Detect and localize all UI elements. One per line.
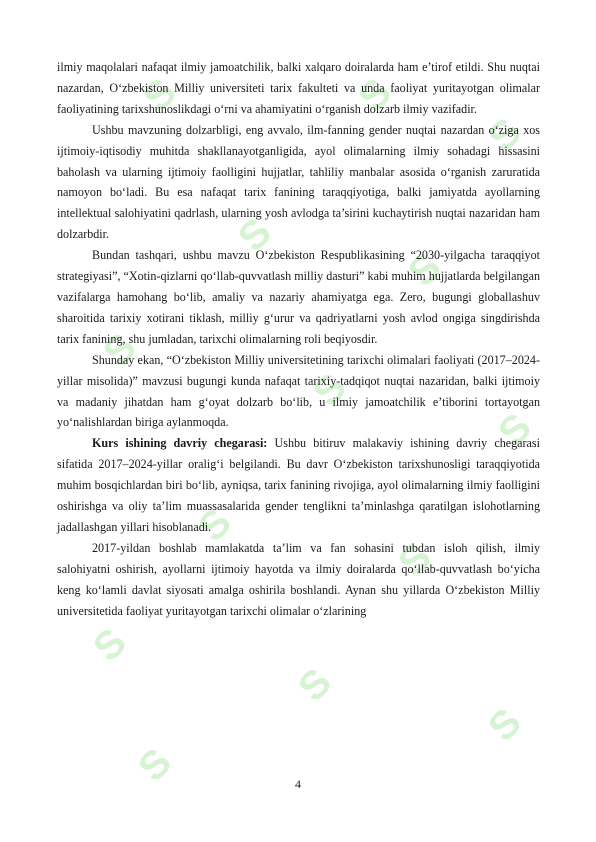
watermark-logo-icon: S (290, 660, 340, 710)
watermark-logo-icon: S (85, 620, 135, 670)
watermark-logo-icon: S (135, 70, 185, 120)
page-number: 4 (295, 777, 301, 791)
watermark-logo-icon: S (95, 325, 145, 375)
paragraph: Bundan tashqari, ushbu mavzu O‘zbekiston Respublikasining “2030-yilgacha taraqqiyot strategiyasi”, “Xotin-qizlarni qo‘llab-quvvatlash milliy dasturi” kabi muhim hujjatlarda belgilangan vazifalarga hamohang bo‘lib, amaliy va nazariy ahamiyatga ega. Zero, bugungi globallashuv sharoitida tarixiy xotirani tiklash, milliy g‘urur va qadriyatlarni yosh avlod ongiga singdirishda tarix fanining, shu jumladan, tarixchi olimalarning roli beqiyosdir. (57, 248, 540, 346)
watermark-logo-icon: S (230, 210, 280, 260)
paragraph: Ushbu mavzuning dolzarbligi, eng avvalo, ilm-fanning gender nuqtai nazardan o‘ziga xos ijtimoiy-iqtisodiy muhitda shakllanayotganligida, ayol olimalarning ilmiy sohadagi hissasini baholash va ularning ijtimoiy faolligini hujjatlar, tahliliy manbalar asosida o‘rganish zaruratida namoyon bo‘ladi. Bu esa nafaqat tarix fanining taraqqiyotiga, balki jamiyatda ayollarning intellektual salohiyatini qadrlash, ularning yosh avlodga ta’sirini kuchaytirish nuqtai nazaridan ham dolzarbdir. (57, 122, 540, 242)
watermark-logo-icon: S (390, 535, 440, 585)
watermark-logo-icon: S (480, 700, 530, 750)
watermark-logo-icon: S (190, 500, 240, 550)
watermark-logo-icon: S (350, 70, 400, 120)
paragraph: Shunday ekan, “O‘zbekiston Milliy universitetining tarixchi olimalari faoliyati (2017–2024-yillar misolida)” mavzusi bugungi kunda nafaqat tarixiy-tadqiqot nuqtai nazaridan, balki ijtimoiy va madaniy jihatdan ham g‘oyat dolzarb bo‘lib, u ilmiy jamoatchilik e’tiborini tortayotgan yo‘nalishlardan biriga aylanmoqda. (57, 352, 540, 430)
paragraph (57, 433, 540, 538)
section-label: Kurs ishining davriy chegarasi: (92, 436, 268, 451)
watermark-logo-icon: S (130, 740, 180, 790)
watermark-logo-icon: S (490, 405, 540, 455)
body-text (57, 57, 540, 621)
watermark-logo-icon: S (480, 110, 530, 160)
paragraph: ilmiy maqolalari nafaqat ilmiy jamoatchilik, balki xalqaro doiralarda ham e’tirof etildi. Shu nuqtai nazardan, O‘zbekiston Milliy universiteti tarix fakulteti va unda faoliyat yuritayotgan olimalar faoliyatining tarixshunoslikdagi o‘rni va ahamiyatini o‘rganish dolzarb ilmiy vazifadir. (57, 60, 540, 116)
paragraph-text: Ushbu bitiruv malakaviy ishining davriy chegarasi sifatida 2017–2024-yillar oralig‘i belgilandi. Bu davr O‘zbekiston tarixshunosligi taraqqiyotida muhim bosqichlardan biri bo‘lib, ayniqsa, tarix fanining rivojiga, ayol olimalarning ilmiy faolligini oshirishga va oliy ta’lim muassasalarida gender tenglikni ta’minlashga qaratilgan islohotlarning jadallashgan yillari hisoblanadi. (57, 436, 540, 534)
watermark-logo-icon: S (400, 245, 450, 295)
watermark-logo-icon: S (305, 365, 355, 415)
paragraph: 2017-yildan boshlab mamlakatda ta’lim va fan sohasini tubdan isloh qilish, ilmiy salohiyatni oshirish, ayollarni ijtimoiy hayotda va ilmiy doiralarda qo‘llab-quvvatlash bo‘yicha keng ko‘lamli davlat siyosati amalga oshirila boshlandi. Aynan shu yillarda O‘zbekiston Milliy universitetida faoliyat yuritayotgan tarixchi olimalar o‘zlarining (57, 540, 540, 618)
